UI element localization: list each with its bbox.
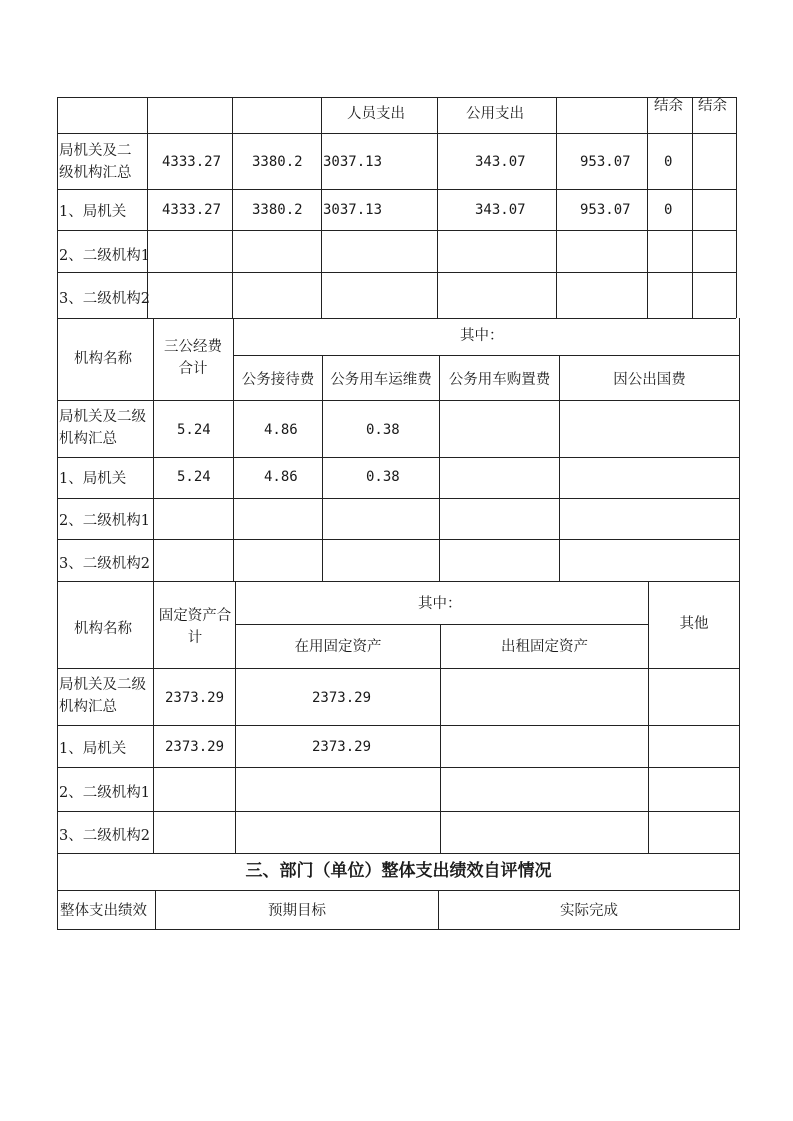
cell-vehicle-ops: 0.38 (366, 469, 400, 485)
header-balance-b: 结余 (698, 98, 727, 114)
cell-public: 343.07 (475, 154, 526, 170)
cell-balance: 0 (664, 154, 673, 170)
cell-vehicle-ops: 0.38 (366, 422, 400, 438)
row-name: 1、局机关 (59, 471, 127, 487)
cell-in-use: 2373.29 (312, 690, 372, 706)
cell-personnel: 3037.13 (323, 202, 383, 218)
cell-reception: 4.86 (264, 422, 298, 438)
row-name: 局机关及二级机构汇总 (59, 677, 146, 715)
row-name: 2、二级机构1 (59, 785, 150, 801)
org-name-header: 机构名称 (74, 351, 132, 367)
col-overseas: 因公出国费 (613, 372, 686, 388)
cell-balance: 0 (664, 202, 673, 218)
actual-completion-header: 实际完成 (560, 903, 618, 919)
row-name: 3、二级机构2 (59, 556, 150, 572)
cell-total: 5.24 (177, 422, 211, 438)
header-personnel-expenditure: 人员支出 (347, 106, 405, 122)
row-name: 2、二级机构1 (59, 248, 150, 264)
row-name: 3、二级机构2 (59, 291, 150, 307)
header-public-expenditure: 公用支出 (466, 106, 524, 122)
cell-public: 343.07 (475, 202, 526, 218)
of-which-header: 其中： (460, 328, 504, 344)
perf-label: 整体支出绩效 (60, 903, 147, 919)
row-name: 2、二级机构1 (59, 513, 150, 529)
cell-reception: 4.86 (264, 469, 298, 485)
row-name: 局机关及二级机构汇总 (59, 409, 146, 447)
col-other: 其他 (679, 616, 709, 632)
row-name: 局机关及二级机构汇总 (59, 143, 132, 181)
row-name: 3、二级机构2 (59, 828, 150, 844)
col-in-use-assets: 在用固定资产 (294, 639, 382, 655)
of-which-header: 其中： (418, 596, 462, 612)
cell-total: 5.24 (177, 469, 211, 485)
cell-personnel: 3037.13 (323, 154, 383, 170)
cell-project: 953.07 (580, 202, 631, 218)
fixed-assets-total-header: 固定资产合计 (158, 608, 232, 646)
header-balance-a: 结余 (654, 98, 683, 114)
col-leased-assets: 出租固定资产 (501, 639, 588, 655)
cell-basic: 3380.2 (252, 154, 303, 170)
col-vehicle-purchase: 公务用车购置费 (448, 372, 551, 388)
cell-project: 953.07 (580, 154, 631, 170)
cell-total: 2373.29 (165, 739, 225, 755)
org-name-header: 机构名称 (74, 621, 132, 637)
section-title: 三、部门（单位）整体支出绩效自评情况 (245, 861, 552, 881)
row-name: 1、局机关 (59, 204, 127, 220)
row-name: 1、局机关 (59, 741, 127, 757)
cell-total: 4333.27 (162, 202, 222, 218)
cell-basic: 3380.2 (252, 202, 303, 218)
col-reception: 公务接待费 (241, 372, 315, 388)
cell-total: 2373.29 (165, 690, 225, 706)
expected-goal-header: 预期目标 (268, 903, 326, 919)
cell-in-use: 2373.29 (312, 739, 372, 755)
col-vehicle-ops: 公务用车运维费 (330, 372, 432, 388)
cell-total: 4333.27 (162, 154, 222, 170)
three-public-total-header: 三公经费合计 (164, 339, 222, 377)
